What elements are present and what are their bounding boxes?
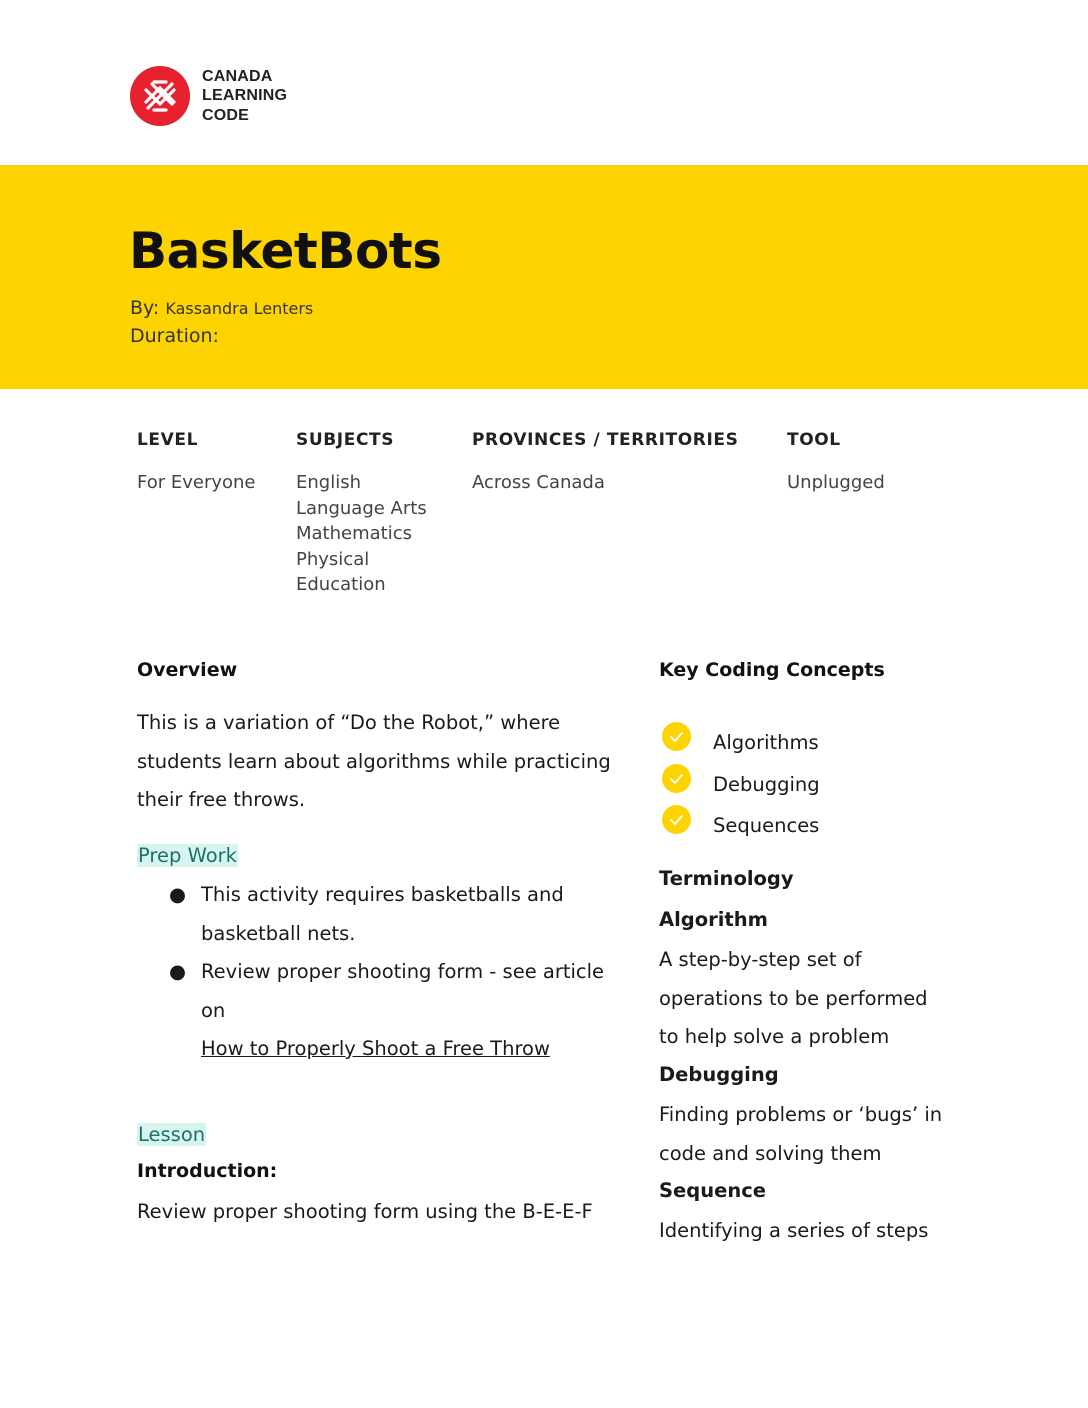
meta-level [137, 430, 256, 496]
meta-value: Education [296, 574, 386, 595]
meta-value: For Everyone [137, 472, 256, 493]
term-definition [659, 941, 959, 1057]
overview-text [137, 704, 627, 820]
list-item-line: basketball nets. [201, 921, 356, 945]
meta-heading: LEVEL [137, 430, 199, 450]
introduction-heading: Introduction: [137, 1160, 278, 1182]
meta-values [296, 470, 427, 598]
logo-line: LEARNING [202, 87, 288, 105]
meta-value: Unplugged [787, 472, 885, 493]
introduction-text: Review proper shooting form using the B-E-E-F [137, 1200, 593, 1223]
logo-line: CODE [202, 106, 250, 124]
overview-line: This is a variation of “Do the Robot,” where [137, 711, 561, 734]
list-item-line: Review proper shooting form - see article [201, 960, 605, 983]
list-item-line: on [201, 998, 226, 1022]
logo-line: CANADA [202, 67, 273, 85]
key-concepts-heading: Key Coding Concepts [659, 659, 885, 681]
meta-value: Mathematics [296, 523, 412, 544]
overview-heading: Overview [137, 659, 238, 681]
checkmark-icon [662, 805, 691, 834]
concept-label: Debugging [713, 772, 820, 796]
duration [130, 325, 219, 347]
meta-value: Across Canada [472, 472, 605, 493]
terminology-heading: Terminology [659, 867, 794, 890]
meta-values [787, 470, 885, 496]
lesson-heading: Lesson [138, 1123, 206, 1146]
list-item [659, 758, 820, 800]
meta-values [472, 470, 738, 496]
meta-tool [787, 430, 885, 496]
definition-line: Identifying a series of steps [659, 1219, 929, 1242]
page-title: BasketBots [129, 222, 442, 280]
checkmark-icon [662, 722, 691, 751]
list-item [137, 876, 627, 953]
meta-value: Language Arts [296, 497, 427, 519]
definition-line: A step-by-step set of [659, 948, 862, 971]
meta-heading: SUBJECTS [296, 430, 395, 450]
definition-line: Finding problems or ‘bugs’ in [659, 1103, 943, 1126]
term-name: Sequence [659, 1179, 767, 1202]
list-item [659, 716, 820, 758]
list-item-line: This activity requires basketballs and [201, 883, 564, 906]
byline-label: By: [130, 297, 160, 319]
term-definition [659, 1212, 959, 1251]
overview-line: their free throws. [137, 788, 306, 811]
term-definition [659, 1096, 959, 1173]
meta-heading: TOOL [787, 430, 841, 450]
bullet-icon: ● [169, 960, 187, 983]
overview-line: students learn about algorithms while practicing [137, 749, 611, 773]
meta-values [137, 470, 256, 496]
byline [130, 297, 313, 319]
list-item [659, 799, 820, 841]
meta-value: English [296, 472, 361, 493]
crossed-lines-logo-icon [130, 66, 190, 126]
checkmark-icon [662, 764, 691, 793]
term-name: Algorithm [659, 908, 768, 931]
term-name: Debugging [659, 1063, 779, 1086]
meta-heading: PROVINCES / TERRITORIES [472, 430, 739, 450]
bullet-icon: ● [169, 883, 187, 906]
logo [130, 66, 287, 126]
list-item [137, 953, 627, 1069]
concept-label: Sequences [713, 814, 820, 838]
free-throw-article-link[interactable]: How to Properly Shoot a Free Throw [201, 1037, 550, 1060]
duration-label: Duration: [130, 325, 219, 347]
meta-value: Physical [296, 548, 370, 570]
meta-provinces [472, 430, 738, 496]
author-name: Kassandra Lenters [165, 299, 314, 318]
meta-subjects [296, 430, 427, 598]
definition-line: operations to be performed [659, 986, 928, 1010]
key-concepts-list [659, 716, 820, 841]
prep-work-heading: Prep Work [138, 844, 237, 867]
definition-line: code and solving them [659, 1141, 882, 1165]
prep-work-list [137, 876, 627, 1069]
logo-wordmark [202, 67, 287, 126]
definition-line: to help solve a problem [659, 1025, 890, 1048]
concept-label: Algorithms [713, 731, 819, 755]
